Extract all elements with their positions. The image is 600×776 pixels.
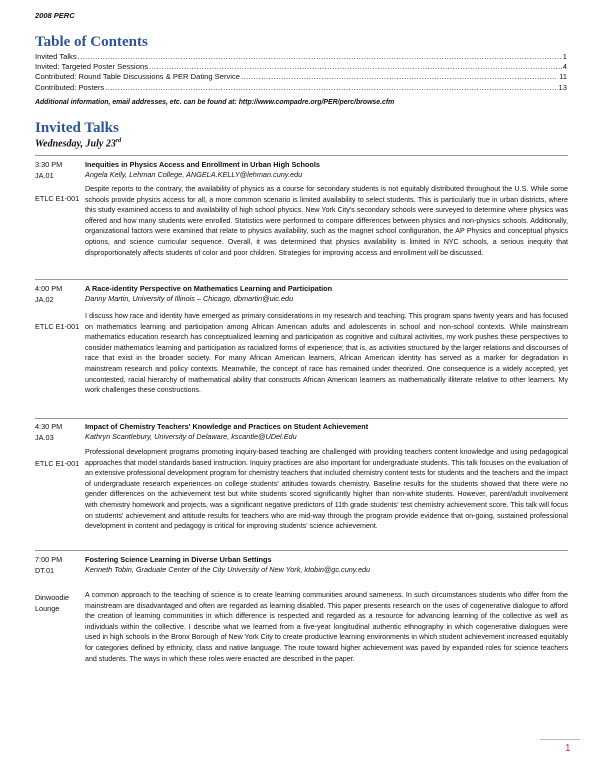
toc-entry-page: 13 — [558, 82, 567, 92]
toc-leader — [149, 62, 562, 72]
toc-entry[interactable] — [35, 72, 567, 82]
toc-entry-page: 4 — [562, 62, 567, 72]
talk-time: 4:30 PM — [35, 422, 63, 431]
additional-info-note: Additional information, email addresses, etc. can be found at: http://www.compadre.org/PER/perc/browse.cfm — [35, 99, 395, 106]
talk-abstract: Despite reports to the contrary, the availability of physics as a course for secondary students is not equitably distributed throughout the U.S. While some schools provide physics access for all, a more common scenario is limited availability to select students. This is particularly true in urban districts, where this study examined access to and availability of high school physics. New York City's secondary schools were surveyed to determine where physics was offered and how many students were enrolled. Statistics were performed to compare differences between physics and non-physics schools. Additionally, organizational factors were examined that relate to physics availability, such as the magnet school configuration, the AP Physics and conceptual physics options, and science curricular sequence. Overall, it was determined that physics availability is limited in NYC schools, a serious inequity that disproportionately affects students of color and poor children. Strategies for improving access and enrollment will be discussed. — [85, 185, 568, 257]
divider — [35, 550, 568, 551]
toc-entry-label: Invited: Targeted Poster Sessions — [35, 62, 148, 72]
talk-location: ETLC E1-001 — [35, 194, 80, 203]
session-day-suffix: rd — [115, 138, 122, 144]
talk-author: Kathryn Scantlebury, University of Delaware, kscantle@UDel.Edu — [85, 432, 297, 441]
footer-rule — [540, 739, 580, 740]
talk-title: Impact of Chemistry Teachers' Knowledge and Practices on Student Achievement — [85, 422, 369, 431]
divider — [35, 418, 568, 419]
talk-time: 3:30 PM — [35, 160, 63, 169]
talk-time: 7:00 PM — [35, 555, 63, 564]
invited-talks-heading: Invited Talks — [35, 120, 119, 136]
toc-entry-page: 11 — [559, 72, 567, 82]
talk-code: JA.01 — [35, 171, 54, 180]
toc-leader — [241, 72, 558, 82]
toc-entry-label: Contributed: Posters — [35, 82, 105, 92]
session-day — [35, 138, 121, 149]
talk-author: Kenneth Tobin, Graduate Center of the City University of New York, ktobin@gc.cuny.edu — [85, 565, 371, 574]
toc-entry-page: 1 — [562, 52, 567, 61]
talk-author: Danny Martin, University of Illinois – Chicago, dbmartin@uic.edu — [85, 294, 294, 303]
toc-entry[interactable] — [35, 52, 567, 62]
talk-author: Angela Kelly, Lehman College, ANGELA.KELLY@lehman.cuny.edu — [85, 170, 303, 179]
toc-entry[interactable] — [35, 83, 567, 93]
talk-location: ETLC E1-001 — [35, 322, 80, 331]
page-number: 1 — [565, 743, 571, 754]
toc-leader — [105, 83, 557, 93]
talk-location: ETLC E1-001 — [35, 459, 80, 468]
toc-entry[interactable] — [35, 62, 567, 72]
talk-title: A Race-identity Perspective on Mathematics Learning and Participation — [85, 284, 333, 293]
running-header: 2008 PERC — [35, 11, 75, 20]
talk-code: JA.02 — [35, 295, 54, 304]
toc-heading: Table of Contents — [35, 34, 148, 50]
divider — [35, 279, 568, 280]
talk-abstract: A common approach to the teaching of science is to create learning communities around sameness. In such circumstances students who differ from the mainstream are disadvantaged and often are regarded as learning disabled. This paper presents research on the uses of cogenerative dialogue to afford the creation of learning communities in which difference is respected and regarded as a resource for advancing learning of the collective as well as individuals within the collective. I describe what we learned from a five-year longitudinal authentic ethnography in which cogenerative dialogues were used in high schools in the Bronx Borough of New York City to create productive learning environments in which student achievement increased equitably for categories defined by ethnicity, class and native language. The route toward higher achievement was paved by expanded roles for science teachers and students. The ways in which these roles were enacted are described in the paper. — [85, 591, 568, 663]
toc-entry-label: Invited Talks — [35, 52, 77, 61]
session-day-text: Wednesday, July 23 — [35, 138, 116, 150]
talk-code: JA.03 — [35, 433, 54, 442]
talk-title: Fostering Science Learning in Diverse Urban Settings — [85, 555, 272, 564]
talk-code: DT.01 — [35, 566, 55, 575]
toc-entry-label: Contributed: Round Table Discussions & PER Dating Service — [35, 72, 240, 82]
divider — [35, 155, 568, 156]
table-of-contents — [35, 52, 567, 93]
talk-abstract: Professional development programs promoting inquiry-based teaching are challenged with providing teachers content knowledge and using pedagogical approaches that model standards based instruction. Inquiry practices are also important for undergraduate students. This talk focuses on the evaluation of an extensive professional development program for chemistry teachers that included chemistry content tests for students and the teachers and the impact of undergraduate research experiences on college students' attitudes towards chemistry. Baseline results for the students showed that there were no gender differences on the achievement test but white students scored significantly higher than non-white students. However, parent/adult involvement with chemistry homework and projects, was a significant negative predictors of 11th grade students' test chemistry achievement score. This talk will focus on students' achievement and attitude results for teachers who are mid-way through the program provide evidence that on-going, sustained professional development in content and pedagogy is critical for improving students' science achievement. — [85, 448, 568, 531]
talk-time: 4:00 PM — [35, 284, 63, 293]
talk-abstract: I discuss how race and identity have emerged as primary considerations in my research and teaching. This program spans twenty years and has focused on mathematics learning and participation among African American adults and adolescents in school and non-school contexts. While mainstream mathematics education research has conceptualized learning and participation as cognitive and cultural activities, my work pushes these perspectives to consider mathematics learning and participation as racialized forms of experience; that is, as activities structured by the larger relations and discourses of race that exist in the broader society. For many African American learners, African American identity has served as a marker for degradation in mainstream research and policy contexts. Meanwhile, the concept of race has remained under theorized. One consequence is a widely accepted, yet uncontested, racial hierarchy of mathematical ability that constructs African American learners as mathematically illiterate relative to other learners. My work challenges these constructions. — [85, 312, 568, 395]
talk-title: Inequities in Physics Access and Enrollment in Urban High Schools — [85, 160, 320, 169]
talk-location: Dinwoodie Lounge — [35, 593, 70, 613]
toc-leader — [78, 52, 562, 62]
